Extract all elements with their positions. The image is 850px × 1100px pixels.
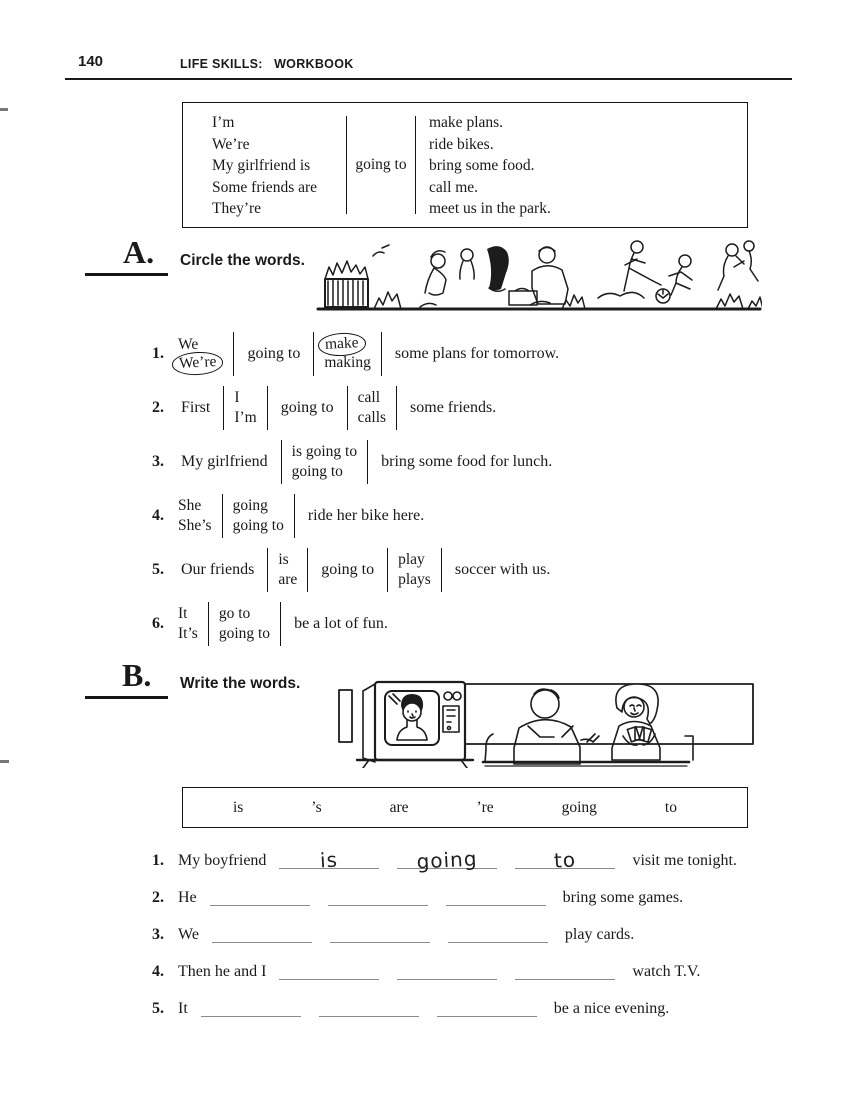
- park-picnic-soccer-illustration: [316, 236, 762, 312]
- header-rule: [65, 78, 792, 80]
- choice-option: making: [324, 354, 371, 371]
- word-bank-word: going: [561, 798, 597, 816]
- sentence-lead: My boyfriend: [178, 852, 267, 869]
- choice-option: She’s: [178, 516, 212, 534]
- exercise-b-item: [152, 989, 812, 1019]
- sentence-lead: He: [178, 889, 197, 906]
- grammar-subject: I’m: [212, 114, 235, 131]
- exercise-a-item: [152, 600, 792, 647]
- exercise-text: going to: [321, 560, 375, 578]
- choice-stack: [398, 550, 431, 589]
- choice-stack: [234, 388, 256, 427]
- sentence-lead: We: [178, 926, 199, 943]
- sentence-tail: watch T.V.: [632, 963, 701, 980]
- choice-divider: [280, 602, 281, 646]
- item-number: 2.: [152, 889, 164, 906]
- grammar-predicate: meet us in the park.: [429, 200, 551, 217]
- item-number: 5.: [152, 560, 164, 578]
- choice-option: call: [357, 389, 380, 406]
- item-number: 3.: [152, 926, 164, 943]
- choice-stack: [178, 604, 198, 643]
- tv-card-game-illustration: [335, 676, 757, 768]
- grammar-subject: My girlfriend is: [212, 157, 311, 174]
- exercise-text: First: [181, 398, 211, 416]
- choice-divider: [396, 386, 397, 430]
- section-b-underline: [85, 696, 168, 699]
- choice-stack: [219, 604, 270, 643]
- word-bank-box: [182, 787, 748, 828]
- choice-stack: [178, 496, 212, 535]
- item-number: 1.: [152, 852, 164, 869]
- page-header-title: LIFE SKILLS: WORKBOOK: [180, 57, 354, 71]
- choice-divider: [222, 494, 223, 538]
- answer-blank: [330, 922, 430, 943]
- answer-blank: [210, 885, 310, 906]
- answer-blank: [448, 922, 548, 943]
- sentence-lead: It: [178, 1000, 188, 1017]
- choice-option: It: [178, 605, 188, 622]
- word-bank-word: ’s: [311, 798, 322, 816]
- exercise-a-item: [152, 438, 792, 485]
- exercise-a-item: [152, 330, 792, 377]
- choice-option: is going to: [291, 443, 358, 460]
- page-number: 140: [78, 53, 104, 70]
- answer-blank: [446, 885, 546, 906]
- word-bank-word: are: [389, 798, 409, 816]
- exercise-text: some plans for tomorrow.: [394, 344, 560, 362]
- choice-option: plays: [398, 570, 431, 588]
- choice-divider: [441, 548, 442, 592]
- exercise-text: My girlfriend: [181, 452, 268, 470]
- exercise-a-item: [152, 492, 792, 539]
- choice-divider: [347, 386, 348, 430]
- choice-divider: [267, 548, 268, 592]
- item-number: 4.: [152, 963, 164, 980]
- choice-option: going: [232, 497, 268, 514]
- exercise-a-item: [152, 384, 792, 431]
- exercise-b-item: [152, 952, 812, 982]
- answer-blank: [437, 996, 537, 1017]
- grammar-subject: They’re: [212, 200, 262, 217]
- scan-artifact-mark: [0, 760, 9, 763]
- exercise-text: be a lot of fun.: [294, 614, 388, 632]
- sentence-tail: visit me tonight.: [632, 852, 737, 869]
- choice-divider: [233, 332, 234, 376]
- grammar-connector: going to: [355, 156, 407, 173]
- section-a-instruction: Circle the words.: [180, 252, 305, 269]
- word-bank-word: ’re: [476, 798, 494, 816]
- exercise-text: some friends.: [410, 398, 497, 416]
- choice-option: is: [278, 551, 289, 568]
- exercise-text: soccer with us.: [454, 560, 551, 578]
- exercise-a-item: [152, 546, 792, 593]
- choice-option: go to: [218, 605, 251, 622]
- choice-divider: [281, 440, 282, 484]
- answer-blank: [515, 959, 615, 980]
- choice-option: I: [234, 389, 240, 406]
- sentence-tail: play cards.: [564, 926, 635, 943]
- grammar-subjects-column: [183, 103, 346, 227]
- answer-blank: [397, 959, 497, 980]
- answer-blank: [279, 959, 379, 980]
- choice-option: play: [398, 551, 425, 568]
- word-bank-word: to: [664, 798, 677, 816]
- item-number: 3.: [152, 452, 164, 470]
- answer-blank: [397, 846, 497, 874]
- exercise-text: ride her bike here.: [307, 506, 425, 524]
- section-b-letter: B.: [122, 657, 152, 693]
- choice-divider: [367, 440, 368, 484]
- exercise-text: going to: [247, 344, 301, 362]
- choice-stack: [278, 550, 297, 589]
- exercise-text: bring some food for lunch.: [381, 452, 553, 470]
- grammar-subject: We’re: [212, 135, 250, 153]
- exercise-text: Our friends: [181, 560, 255, 578]
- answer-blank: [515, 847, 615, 873]
- exercise-b-item: [152, 841, 812, 874]
- choice-stack: [178, 335, 223, 373]
- item-number: 5.: [152, 1000, 164, 1017]
- answer-blank: [201, 996, 301, 1017]
- handwritten-answer: is: [319, 847, 340, 873]
- choice-option: going to: [232, 516, 284, 534]
- grammar-subject: Some friends are: [212, 178, 318, 196]
- choice-divider: [313, 332, 314, 376]
- choice-stack: [233, 496, 284, 535]
- answer-blank: [212, 922, 312, 943]
- exercise-b-item: [152, 878, 812, 908]
- circled-choice-option: make: [318, 331, 367, 356]
- sentence-tail: bring some games.: [562, 889, 684, 906]
- choice-option: I’m: [234, 408, 257, 426]
- exercise-b-list: [152, 841, 812, 1026]
- sentence-tail: be a nice evening.: [553, 1000, 670, 1017]
- choice-option: She: [178, 497, 202, 514]
- answer-blank: [319, 996, 419, 1017]
- grammar-predicate: call me.: [429, 178, 479, 196]
- circled-choice-option: We’re: [171, 351, 224, 376]
- choice-option: We: [178, 335, 199, 353]
- choice-divider: [381, 332, 382, 376]
- exercise-text: going to: [280, 398, 334, 416]
- handwritten-answer: going: [416, 846, 479, 874]
- item-number: 6.: [152, 614, 164, 632]
- choice-divider: [267, 386, 268, 430]
- choice-stack: [358, 388, 386, 427]
- grammar-predicate: make plans.: [429, 114, 504, 131]
- choice-divider: [307, 548, 308, 592]
- choice-stack: [292, 442, 357, 481]
- choice-stack: [324, 335, 371, 373]
- grammar-reference-box: [182, 102, 748, 228]
- choice-divider: [294, 494, 295, 538]
- choice-divider: [208, 602, 209, 646]
- section-a-underline: [85, 273, 168, 276]
- choice-divider: [223, 386, 224, 430]
- choice-option: It’s: [178, 624, 198, 642]
- word-bank-word: is: [233, 798, 244, 816]
- choice-divider: [387, 548, 388, 592]
- choice-option: going to: [218, 624, 271, 642]
- choice-option: going to: [291, 462, 343, 480]
- grammar-predicate: bring some food.: [429, 157, 535, 174]
- section-b-instruction: Write the words.: [180, 675, 301, 692]
- grammar-predicate: ride bikes.: [429, 135, 494, 153]
- answer-blank: [328, 885, 428, 906]
- sentence-lead: Then he and I: [178, 963, 267, 980]
- choice-option: calls: [357, 408, 387, 426]
- item-number: 2.: [152, 398, 164, 416]
- item-number: 4.: [152, 506, 164, 524]
- choice-option: are: [278, 570, 298, 588]
- exercise-a-list: [152, 330, 792, 654]
- grammar-predicates-column: [416, 103, 747, 227]
- grammar-connector-cell: [346, 116, 416, 214]
- item-number: 1.: [152, 344, 164, 362]
- exercise-b-item: [152, 915, 812, 945]
- scan-artifact-mark: [0, 108, 8, 111]
- section-a-letter: A.: [123, 234, 155, 270]
- answer-blank: [279, 847, 379, 873]
- handwritten-answer: to: [553, 847, 578, 873]
